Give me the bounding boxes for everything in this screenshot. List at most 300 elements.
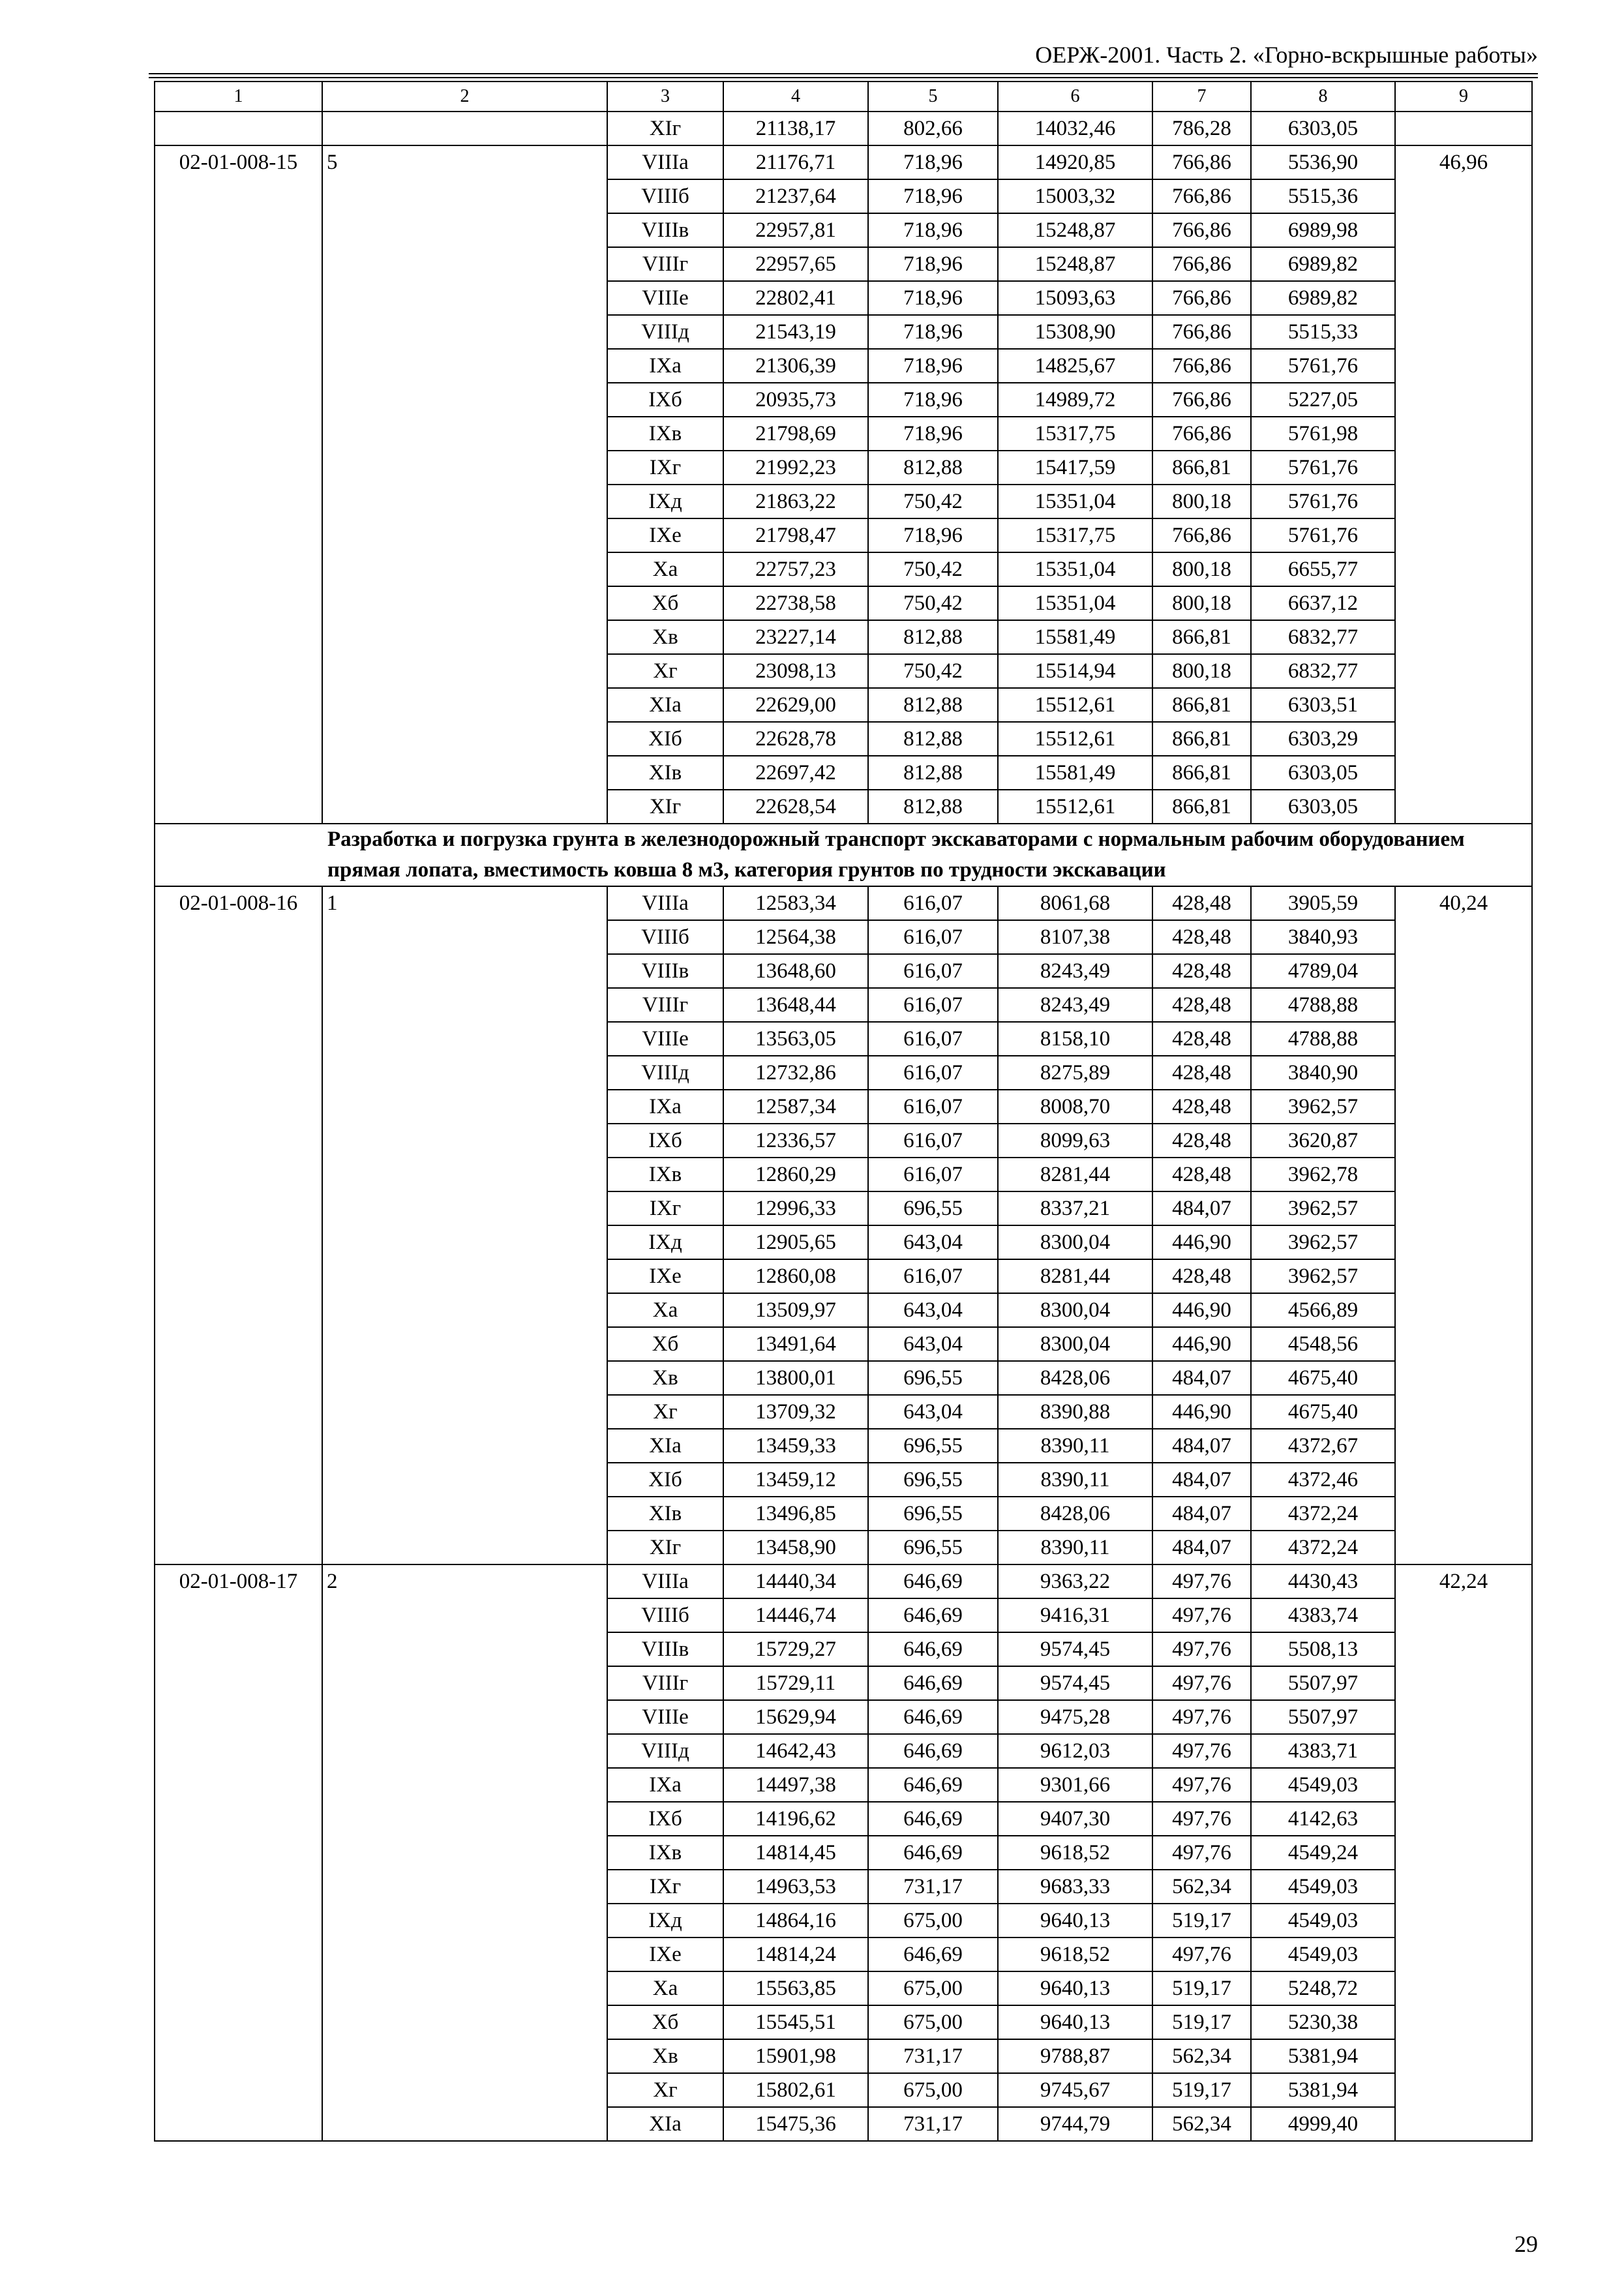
value-cell: 8061,68 xyxy=(998,886,1152,920)
value-cell: 646,69 xyxy=(868,1836,998,1870)
soil-category-cell: VIIIв xyxy=(607,1632,723,1666)
value-cell: 766,86 xyxy=(1152,417,1251,451)
code-cell: 02-01-008-15 xyxy=(155,145,322,824)
soil-category-cell: IXд xyxy=(607,1225,723,1259)
value-cell: 8428,06 xyxy=(998,1361,1152,1395)
soil-category-cell: IXа xyxy=(607,349,723,383)
value-cell: 866,81 xyxy=(1152,790,1251,824)
value-cell: 519,17 xyxy=(1152,1904,1251,1937)
value-cell: 5230,38 xyxy=(1251,2005,1395,2039)
value-cell: 731,17 xyxy=(868,1870,998,1904)
value-cell: 15545,51 xyxy=(723,2005,868,2039)
soil-category-cell: Xа xyxy=(607,1971,723,2005)
value-cell: 21306,39 xyxy=(723,349,868,383)
value-cell: 646,69 xyxy=(868,1734,998,1768)
value-cell: 497,76 xyxy=(1152,1937,1251,1971)
soil-category-cell: IXв xyxy=(607,1836,723,1870)
value-cell: 812,88 xyxy=(868,790,998,824)
value-cell: 8275,89 xyxy=(998,1056,1152,1090)
value-cell: 4999,40 xyxy=(1251,2107,1395,2141)
value-cell: 643,04 xyxy=(868,1225,998,1259)
value-cell: 3962,57 xyxy=(1251,1191,1395,1225)
value-cell: 766,86 xyxy=(1152,247,1251,281)
value-cell: 21138,17 xyxy=(723,112,868,145)
soil-category-cell: XIг xyxy=(607,1531,723,1564)
soil-category-cell: IXб xyxy=(607,383,723,417)
soil-category-cell: Xа xyxy=(607,1293,723,1327)
value-cell: 3620,87 xyxy=(1251,1124,1395,1158)
value-cell: 12905,65 xyxy=(723,1225,868,1259)
value-cell: 5761,76 xyxy=(1251,485,1395,518)
value-cell: 5515,33 xyxy=(1251,315,1395,349)
value-cell: 9363,22 xyxy=(998,1564,1152,1598)
soil-category-cell: VIIIг xyxy=(607,1666,723,1700)
value-cell: 21992,23 xyxy=(723,451,868,485)
value-cell: 3962,57 xyxy=(1251,1259,1395,1293)
value-cell: 6303,29 xyxy=(1251,722,1395,756)
value-cell: 15248,87 xyxy=(998,247,1152,281)
soil-category-cell: Xв xyxy=(607,620,723,654)
soil-category-cell: IXг xyxy=(607,1870,723,1904)
table-row xyxy=(155,112,1532,145)
running-header: ОЕРЖ-2001. Часть 2. «Горно-вскрышные работы» xyxy=(1035,42,1538,68)
value-cell: 22802,41 xyxy=(723,281,868,315)
value-cell: 718,96 xyxy=(868,247,998,281)
value-cell: 15802,61 xyxy=(723,2073,868,2107)
soil-category-cell: VIIIб xyxy=(607,1598,723,1632)
value-cell: 428,48 xyxy=(1152,1090,1251,1124)
value-cell: 22957,65 xyxy=(723,247,868,281)
value-cell: 14825,67 xyxy=(998,349,1152,383)
value-cell: 13563,05 xyxy=(723,1022,868,1056)
value-cell: 428,48 xyxy=(1152,1124,1251,1158)
section-title-spacer xyxy=(155,824,322,886)
value-cell: 20935,73 xyxy=(723,383,868,417)
value-cell: 4430,43 xyxy=(1251,1564,1395,1598)
value-cell: 800,18 xyxy=(1152,485,1251,518)
value-cell: 484,07 xyxy=(1152,1463,1251,1497)
value-cell: 866,81 xyxy=(1152,756,1251,790)
value-cell: 13648,60 xyxy=(723,954,868,988)
value-cell: 9301,66 xyxy=(998,1768,1152,1802)
value-cell: 14814,24 xyxy=(723,1937,868,1971)
value-cell: 812,88 xyxy=(868,756,998,790)
value-cell: 9574,45 xyxy=(998,1632,1152,1666)
value-cell: 13491,64 xyxy=(723,1327,868,1361)
section-title-row xyxy=(155,824,1532,886)
value-cell: 731,17 xyxy=(868,2107,998,2141)
value-cell: 4549,03 xyxy=(1251,1870,1395,1904)
value-cell: 866,81 xyxy=(1152,722,1251,756)
soil-category-cell: IXд xyxy=(607,485,723,518)
code-cell: 02-01-008-17 xyxy=(155,1564,322,2141)
value-cell: 13709,32 xyxy=(723,1395,868,1429)
value-cell: 646,69 xyxy=(868,1768,998,1802)
soil-category-cell: IXа xyxy=(607,1768,723,1802)
value-cell: 4383,74 xyxy=(1251,1598,1395,1632)
value-cell: 766,86 xyxy=(1152,383,1251,417)
value-cell: 616,07 xyxy=(868,988,998,1022)
value-cell: 9574,45 xyxy=(998,1666,1152,1700)
soil-category-cell: XIа xyxy=(607,2107,723,2141)
value-cell: 5761,76 xyxy=(1251,451,1395,485)
col2-cell: 2 xyxy=(322,1564,607,2141)
value-cell: 9416,31 xyxy=(998,1598,1152,1632)
column-number: 2 xyxy=(322,82,607,112)
value-cell: 812,88 xyxy=(868,451,998,485)
value-cell: 675,00 xyxy=(868,2073,998,2107)
value-cell: 718,96 xyxy=(868,315,998,349)
value-cell: 428,48 xyxy=(1152,1158,1251,1191)
value-cell: 15581,49 xyxy=(998,756,1152,790)
rates-table xyxy=(154,81,1533,2142)
value-cell: 428,48 xyxy=(1152,920,1251,954)
value-cell: 696,55 xyxy=(868,1531,998,1564)
value-cell: 4788,88 xyxy=(1251,1022,1395,1056)
value-cell: 497,76 xyxy=(1152,1836,1251,1870)
soil-category-cell: IXе xyxy=(607,518,723,552)
value-cell: 4789,04 xyxy=(1251,954,1395,988)
soil-category-cell: Xг xyxy=(607,1395,723,1429)
value-cell: 4675,40 xyxy=(1251,1361,1395,1395)
value-cell: 446,90 xyxy=(1152,1225,1251,1259)
value-cell: 4566,89 xyxy=(1251,1293,1395,1327)
value-cell: 5515,36 xyxy=(1251,179,1395,213)
value-cell: 718,96 xyxy=(868,145,998,179)
column-number: 3 xyxy=(607,82,723,112)
value-cell: 15563,85 xyxy=(723,1971,868,2005)
value-cell: 562,34 xyxy=(1152,2039,1251,2073)
value-cell: 616,07 xyxy=(868,1056,998,1090)
value-cell: 4675,40 xyxy=(1251,1395,1395,1429)
value-cell: 15581,49 xyxy=(998,620,1152,654)
value-cell: 22697,42 xyxy=(723,756,868,790)
value-cell: 14814,45 xyxy=(723,1836,868,1870)
value-cell: 718,96 xyxy=(868,417,998,451)
value-cell: 616,07 xyxy=(868,1090,998,1124)
value-cell: 5248,72 xyxy=(1251,1971,1395,2005)
value-cell: 696,55 xyxy=(868,1463,998,1497)
value-cell: 4142,63 xyxy=(1251,1802,1395,1836)
code-cell xyxy=(155,112,322,145)
value-cell: 5227,05 xyxy=(1251,383,1395,417)
value-cell: 8243,49 xyxy=(998,988,1152,1022)
value-cell: 646,69 xyxy=(868,1937,998,1971)
value-cell: 484,07 xyxy=(1152,1497,1251,1531)
value-cell: 9475,28 xyxy=(998,1700,1152,1734)
value-cell: 766,86 xyxy=(1152,179,1251,213)
table-row xyxy=(155,145,1532,179)
value-cell: 12583,34 xyxy=(723,886,868,920)
column-number: 6 xyxy=(998,82,1152,112)
value-cell: 643,04 xyxy=(868,1395,998,1429)
soil-category-cell: IXб xyxy=(607,1124,723,1158)
value-cell: 15417,59 xyxy=(998,451,1152,485)
value-cell: 14497,38 xyxy=(723,1768,868,1802)
value-cell: 8008,70 xyxy=(998,1090,1152,1124)
page-number: 29 xyxy=(1514,2231,1538,2257)
value-cell: 800,18 xyxy=(1152,654,1251,688)
value-cell: 484,07 xyxy=(1152,1361,1251,1395)
value-cell: 5507,97 xyxy=(1251,1666,1395,1700)
soil-category-cell: VIIIд xyxy=(607,1056,723,1090)
soil-category-cell: VIIIб xyxy=(607,179,723,213)
value-cell: 3962,57 xyxy=(1251,1225,1395,1259)
value-cell: 21863,22 xyxy=(723,485,868,518)
soil-category-cell: IXб xyxy=(607,1802,723,1836)
value-cell: 6637,12 xyxy=(1251,586,1395,620)
soil-category-cell: VIIIа xyxy=(607,145,723,179)
value-cell: 15351,04 xyxy=(998,485,1152,518)
value-cell: 8390,11 xyxy=(998,1429,1152,1463)
value-cell: 15317,75 xyxy=(998,417,1152,451)
col2-cell xyxy=(322,112,607,145)
value-cell: 718,96 xyxy=(868,383,998,417)
value-cell: 6832,77 xyxy=(1251,620,1395,654)
value-cell: 766,86 xyxy=(1152,213,1251,247)
value-cell: 4372,67 xyxy=(1251,1429,1395,1463)
value-cell: 731,17 xyxy=(868,2039,998,2073)
value-cell: 8281,44 xyxy=(998,1158,1152,1191)
value-cell: 484,07 xyxy=(1152,1191,1251,1225)
value-cell: 13458,90 xyxy=(723,1531,868,1564)
col2-cell: 5 xyxy=(322,145,607,824)
soil-category-cell: IXг xyxy=(607,1191,723,1225)
value-cell: 428,48 xyxy=(1152,1259,1251,1293)
column-number: 5 xyxy=(868,82,998,112)
soil-category-cell: XIа xyxy=(607,688,723,722)
value-cell: 3840,90 xyxy=(1251,1056,1395,1090)
section-title: Разработка и погрузка грунта в железнодорожный транспорт экскаваторами с нормальным рабочим оборудованием прямая лопата, вместимость ковша 8 м3, категория грунтов по трудности экскавации xyxy=(322,824,1532,886)
soil-category-cell: IXе xyxy=(607,1937,723,1971)
value-cell: 766,86 xyxy=(1152,349,1251,383)
value-cell: 9618,52 xyxy=(998,1937,1152,1971)
value-cell: 616,07 xyxy=(868,1259,998,1293)
soil-category-cell: IXд xyxy=(607,1904,723,1937)
value-cell xyxy=(1395,112,1532,145)
value-cell: 8390,11 xyxy=(998,1531,1152,1564)
soil-category-cell: XIб xyxy=(607,1463,723,1497)
column-number-row xyxy=(155,82,1532,112)
value-cell: 14864,16 xyxy=(723,1904,868,1937)
value-cell: 9788,87 xyxy=(998,2039,1152,2073)
value-cell: 15093,63 xyxy=(998,281,1152,315)
col9-cell: 42,24 xyxy=(1395,1564,1532,2141)
value-cell: 4383,71 xyxy=(1251,1734,1395,1768)
value-cell: 6989,98 xyxy=(1251,213,1395,247)
table-row xyxy=(155,886,1532,920)
value-cell: 15003,32 xyxy=(998,179,1152,213)
table-row xyxy=(155,1564,1532,1598)
value-cell: 750,42 xyxy=(868,654,998,688)
soil-category-cell: IXг xyxy=(607,451,723,485)
value-cell: 446,90 xyxy=(1152,1395,1251,1429)
value-cell: 750,42 xyxy=(868,586,998,620)
value-cell: 5381,94 xyxy=(1251,2073,1395,2107)
value-cell: 8281,44 xyxy=(998,1259,1152,1293)
soil-category-cell: Xг xyxy=(607,2073,723,2107)
value-cell: 646,69 xyxy=(868,1598,998,1632)
value-cell: 5761,98 xyxy=(1251,417,1395,451)
value-cell: 428,48 xyxy=(1152,988,1251,1022)
value-cell: 802,66 xyxy=(868,112,998,145)
soil-category-cell: IXе xyxy=(607,1259,723,1293)
value-cell: 6303,05 xyxy=(1251,790,1395,824)
value-cell: 9745,67 xyxy=(998,2073,1152,2107)
value-cell: 15308,90 xyxy=(998,315,1152,349)
value-cell: 22628,78 xyxy=(723,722,868,756)
value-cell: 4372,46 xyxy=(1251,1463,1395,1497)
column-number: 1 xyxy=(155,82,322,112)
value-cell: 9640,13 xyxy=(998,1971,1152,2005)
col2-cell: 1 xyxy=(322,886,607,1564)
value-cell: 750,42 xyxy=(868,485,998,518)
value-cell: 696,55 xyxy=(868,1361,998,1395)
value-cell: 562,34 xyxy=(1152,2107,1251,2141)
value-cell: 5536,90 xyxy=(1251,145,1395,179)
soil-category-cell: VIIIд xyxy=(607,1734,723,1768)
value-cell: 812,88 xyxy=(868,722,998,756)
value-cell: 4549,03 xyxy=(1251,1904,1395,1937)
value-cell: 8158,10 xyxy=(998,1022,1152,1056)
value-cell: 8300,04 xyxy=(998,1293,1152,1327)
value-cell: 4549,24 xyxy=(1251,1836,1395,1870)
value-cell: 8337,21 xyxy=(998,1191,1152,1225)
value-cell: 12860,29 xyxy=(723,1158,868,1191)
value-cell: 497,76 xyxy=(1152,1768,1251,1802)
value-cell: 646,69 xyxy=(868,1666,998,1700)
value-cell: 718,96 xyxy=(868,518,998,552)
soil-category-cell: VIIIг xyxy=(607,988,723,1022)
value-cell: 8390,11 xyxy=(998,1463,1152,1497)
code-cell: 02-01-008-16 xyxy=(155,886,322,1564)
value-cell: 8428,06 xyxy=(998,1497,1152,1531)
value-cell: 675,00 xyxy=(868,1904,998,1937)
value-cell: 766,86 xyxy=(1152,518,1251,552)
value-cell: 13459,12 xyxy=(723,1463,868,1497)
value-cell: 6303,51 xyxy=(1251,688,1395,722)
value-cell: 13509,97 xyxy=(723,1293,868,1327)
value-cell: 646,69 xyxy=(868,1632,998,1666)
value-cell: 14196,62 xyxy=(723,1802,868,1836)
value-cell: 3962,78 xyxy=(1251,1158,1395,1191)
value-cell: 13459,33 xyxy=(723,1429,868,1463)
value-cell: 786,28 xyxy=(1152,112,1251,145)
value-cell: 14032,46 xyxy=(998,112,1152,145)
header-rule xyxy=(149,73,1538,74)
soil-category-cell: XIг xyxy=(607,790,723,824)
value-cell: 15514,94 xyxy=(998,654,1152,688)
value-cell: 9612,03 xyxy=(998,1734,1152,1768)
value-cell: 5508,13 xyxy=(1251,1632,1395,1666)
value-cell: 696,55 xyxy=(868,1191,998,1225)
value-cell: 646,69 xyxy=(868,1802,998,1836)
soil-category-cell: VIIIе xyxy=(607,1022,723,1056)
soil-category-cell: VIIIе xyxy=(607,1700,723,1734)
value-cell: 800,18 xyxy=(1152,586,1251,620)
value-cell: 22957,81 xyxy=(723,213,868,247)
value-cell: 616,07 xyxy=(868,954,998,988)
value-cell: 4549,03 xyxy=(1251,1768,1395,1802)
value-cell: 4788,88 xyxy=(1251,988,1395,1022)
value-cell: 497,76 xyxy=(1152,1564,1251,1598)
value-cell: 15729,27 xyxy=(723,1632,868,1666)
value-cell: 497,76 xyxy=(1152,1802,1251,1836)
value-cell: 12996,33 xyxy=(723,1191,868,1225)
value-cell: 428,48 xyxy=(1152,886,1251,920)
value-cell: 5381,94 xyxy=(1251,2039,1395,2073)
column-number: 8 xyxy=(1251,82,1395,112)
value-cell: 6655,77 xyxy=(1251,552,1395,586)
value-cell: 9640,13 xyxy=(998,2005,1152,2039)
value-cell: 718,96 xyxy=(868,213,998,247)
header-rule xyxy=(149,77,1538,78)
value-cell: 446,90 xyxy=(1152,1327,1251,1361)
value-cell: 766,86 xyxy=(1152,315,1251,349)
value-cell: 800,18 xyxy=(1152,552,1251,586)
value-cell: 519,17 xyxy=(1152,1971,1251,2005)
soil-category-cell: Xа xyxy=(607,552,723,586)
value-cell: 14440,34 xyxy=(723,1564,868,1598)
value-cell: 4548,56 xyxy=(1251,1327,1395,1361)
value-cell: 616,07 xyxy=(868,886,998,920)
value-cell: 15512,61 xyxy=(998,790,1152,824)
soil-category-cell: VIIIа xyxy=(607,886,723,920)
value-cell: 8107,38 xyxy=(998,920,1152,954)
value-cell: 497,76 xyxy=(1152,1598,1251,1632)
value-cell: 6989,82 xyxy=(1251,247,1395,281)
value-cell: 8243,49 xyxy=(998,954,1152,988)
value-cell: 12732,86 xyxy=(723,1056,868,1090)
value-cell: 23227,14 xyxy=(723,620,868,654)
value-cell: 812,88 xyxy=(868,688,998,722)
value-cell: 22629,00 xyxy=(723,688,868,722)
value-cell: 519,17 xyxy=(1152,2005,1251,2039)
value-cell: 866,81 xyxy=(1152,451,1251,485)
value-cell: 643,04 xyxy=(868,1327,998,1361)
value-cell: 15512,61 xyxy=(998,722,1152,756)
value-cell: 4372,24 xyxy=(1251,1497,1395,1531)
soil-category-cell: Xб xyxy=(607,586,723,620)
value-cell: 15248,87 xyxy=(998,213,1152,247)
value-cell: 766,86 xyxy=(1152,281,1251,315)
value-cell: 696,55 xyxy=(868,1429,998,1463)
value-cell: 616,07 xyxy=(868,1022,998,1056)
soil-category-cell: VIIIв xyxy=(607,954,723,988)
col9-cell: 46,96 xyxy=(1395,145,1532,824)
value-cell: 21237,64 xyxy=(723,179,868,213)
value-cell: 497,76 xyxy=(1152,1666,1251,1700)
value-cell: 12336,57 xyxy=(723,1124,868,1158)
value-cell: 8300,04 xyxy=(998,1327,1152,1361)
value-cell: 12587,34 xyxy=(723,1090,868,1124)
value-cell: 6303,05 xyxy=(1251,112,1395,145)
value-cell: 15351,04 xyxy=(998,586,1152,620)
value-cell: 5507,97 xyxy=(1251,1700,1395,1734)
value-cell: 13648,44 xyxy=(723,988,868,1022)
value-cell: 22757,23 xyxy=(723,552,868,586)
soil-category-cell: XIб xyxy=(607,722,723,756)
value-cell: 6303,05 xyxy=(1251,756,1395,790)
value-cell: 14920,85 xyxy=(998,145,1152,179)
value-cell: 21798,47 xyxy=(723,518,868,552)
value-cell: 14989,72 xyxy=(998,383,1152,417)
value-cell: 14642,43 xyxy=(723,1734,868,1768)
soil-category-cell: Xв xyxy=(607,1361,723,1395)
value-cell: 616,07 xyxy=(868,1158,998,1191)
soil-category-cell: Xв xyxy=(607,2039,723,2073)
value-cell: 5761,76 xyxy=(1251,349,1395,383)
